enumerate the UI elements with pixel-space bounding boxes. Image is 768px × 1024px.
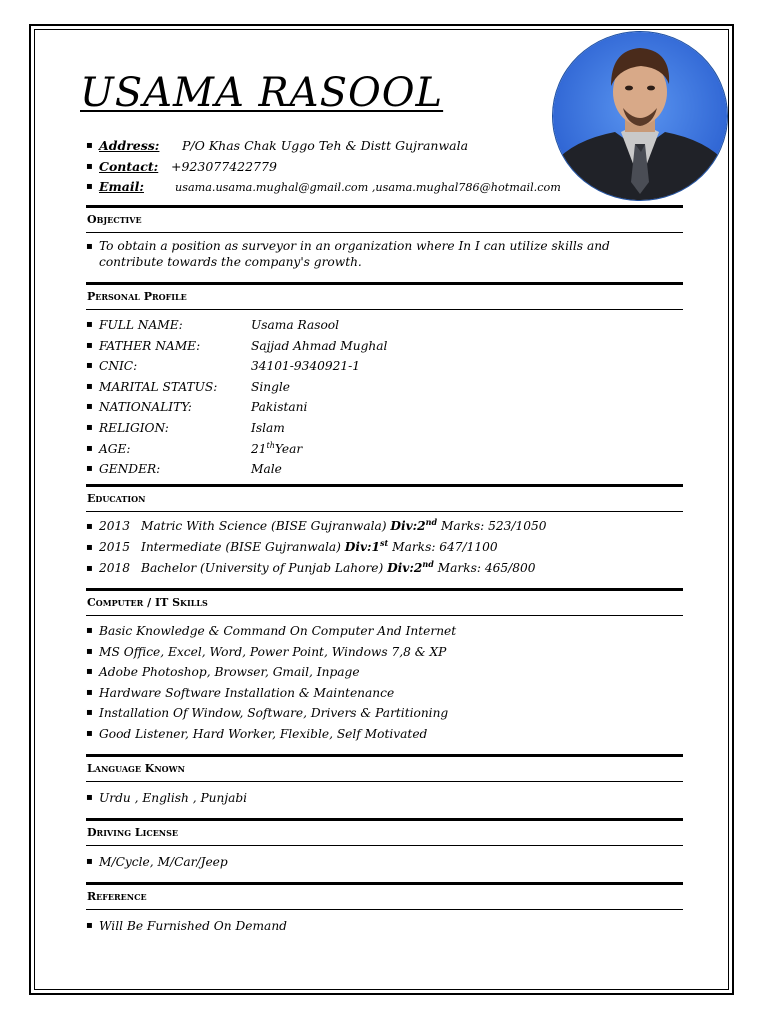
objective-section [86,205,683,270]
field-label: MARITAL STATUS: [99,379,218,394]
driving-heading: Driving License [87,826,178,839]
list-item [86,336,683,357]
personal-profile-section [86,282,683,480]
field-value: Sajjad Ahmad Mughal [251,338,388,353]
field-value: Pakistani [251,400,308,415]
contact-list [86,136,561,198]
list-item: ▪ Will Be Furnished On Demand [86,916,683,936]
objective-line-2: contribute towards the company's growth. [99,254,362,269]
objective-heading: Objective [87,213,142,226]
list-item [86,397,683,418]
email-label: Email: [99,179,144,194]
field-value: Usama Rasool [251,318,340,332]
list-item [86,377,683,398]
reference-list [86,916,683,936]
field-value: 21 [251,441,267,456]
education-desc: Matric With Science (BISE Gujranwala) [141,519,387,533]
list-item: ▪ MS Office, Excel, Word, Power Point, Windows 7,8 & XP [86,642,683,663]
education-heading: Education [87,492,146,505]
list-item: ▪ Good Listener, Hard Worker, Flexible, Self Motivated [86,724,683,745]
personal-profile-list [86,315,683,480]
field-label: NATIONALITY: [99,400,192,415]
education-division: Div:2 [390,519,426,533]
reference-heading: Reference [87,890,147,903]
field-label: CNIC: [99,359,138,374]
heading-rule [86,309,683,310]
education-desc: Bachelor (University of Punjab Lahore) [141,561,384,575]
profile-photo [552,31,728,201]
education-section [86,484,683,579]
contact-label: Contact: [99,158,159,174]
list-item: ▪ Urdu , English , Punjabi [86,788,683,808]
contact-value: +923077422779 [171,158,277,174]
personal-profile-heading: Personal Profile [87,290,187,303]
field-label: AGE: [99,441,131,456]
list-item: ▪ Adobe Photoshop, Browser, Gmail, Inpage [86,662,683,683]
heading-rule [86,615,683,616]
language-list [86,788,683,808]
email-row [86,177,561,198]
ordinal-suffix: th [266,440,275,450]
education-year: 2015 [99,540,131,554]
skills-list [86,621,683,745]
education-year: 2013 [99,519,131,533]
list-item [86,356,683,377]
list-item: ▪ Basic Knowledge & Command On Computer And Internet [86,621,683,642]
list-item [86,516,683,537]
list-item [86,439,683,460]
resume-name: USAMA RASOOL [80,70,444,116]
list-item [86,537,683,558]
list-item [86,418,683,439]
field-value: Islam [251,420,285,435]
division-suffix: st [380,537,389,548]
driving-section [86,818,683,872]
contact-row [86,157,561,178]
list-item: ▪ M/Cycle, M/Car/Jeep [86,852,683,872]
field-value: Single [251,379,291,394]
list-item: ▪ Hardware Software Installation & Maintenance [86,683,683,704]
field-label: GENDER: [99,462,161,477]
field-value: 34101-9340921-1 [251,359,361,374]
reference-section [86,882,683,936]
education-division: Div:2 [387,561,423,575]
list-item [86,315,683,336]
field-value-suffix: Year [274,441,303,456]
list-item: ▪ Installation Of Window, Software, Drivers & Partitioning [86,703,683,724]
field-value: Male [251,462,282,477]
address-label: Address: [99,138,160,153]
objective-line-1: To obtain a position as surveyor in an organization where In I can utilize skills and [99,239,610,253]
education-marks: Marks: 647/1100 [392,540,498,554]
field-label: FULL NAME: [99,318,183,332]
education-marks: Marks: 523/1050 [440,519,547,533]
education-desc: Intermediate (BISE Gujranwala) [141,540,341,554]
education-year: 2018 [99,561,131,575]
division-suffix: nd [425,516,438,527]
driving-list [86,852,683,872]
heading-rule [86,845,683,846]
skills-section [86,588,683,745]
objective-item [86,239,683,270]
education-marks: Marks: 465/800 [437,561,536,575]
language-section [86,754,683,808]
address-row [86,136,561,157]
language-heading: Language Known [87,762,185,775]
heading-rule [86,232,683,233]
education-list [86,516,683,579]
field-label: FATHER NAME: [99,338,201,353]
list-item [86,459,683,480]
heading-rule [86,511,683,512]
list-item [86,558,683,579]
objective-list [86,239,683,270]
education-division: Div:1 [344,540,381,554]
skills-heading: Computer / IT Skills [87,596,208,609]
heading-rule [86,909,683,910]
division-suffix: nd [422,558,434,569]
field-label: RELIGION: [99,420,169,435]
address-value: P/O Khas Chak Uggo Teh & Distt Gujranwala [182,138,469,153]
email-value[interactable]: usama.usama.mughal@gmail.com ,usama.mughal786@hotmail.com [175,181,561,194]
heading-rule [86,781,683,782]
